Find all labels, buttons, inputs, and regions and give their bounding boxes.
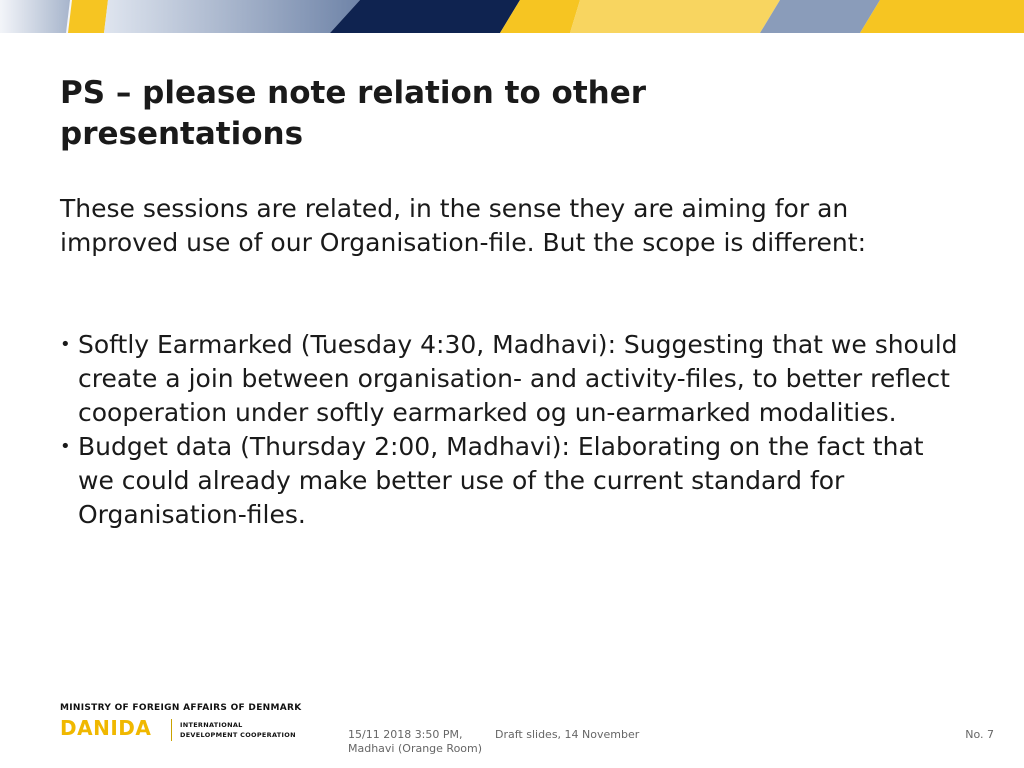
banner-graphic (0, 0, 1024, 33)
danida-logo (60, 703, 310, 743)
bullet-text: Budget data (Thursday 2:00, Madhavi): Elaborating on the fact that we could already make better use of the current standard for Organisation-files. (78, 432, 924, 529)
list-item (60, 328, 960, 430)
idc-line-1: INTERNATIONAL (180, 721, 243, 729)
footer-date-line-1: 15/11 2018 3:50 PM, (348, 728, 463, 741)
page-number: No. 7 (965, 728, 994, 741)
list-item (60, 430, 960, 532)
bullet-text: Softly Earmarked (Tuesday 4:30, Madhavi): Suggesting that we should create a join between organisation- and activity-files, to better reflect cooperation under softly earmarked og un-earmarked modalities. (78, 330, 958, 427)
logo-divider (171, 719, 172, 741)
top-banner (0, 0, 1024, 33)
footer-date (348, 728, 482, 756)
bullet-list (60, 328, 960, 532)
footer-draft: Draft slides, 14 November (495, 728, 640, 741)
bullet-icon: • (60, 334, 71, 355)
slide-title: PS – please note relation to other presentations (60, 75, 647, 152)
idc-label (180, 720, 296, 740)
intro-paragraph: These sessions are related, in the sense they are aiming for an improved use of our Organisation-file. But the scope is different: (60, 194, 867, 257)
ministry-label: MINISTRY OF FOREIGN AFFAIRS OF DENMARK (60, 703, 302, 713)
danida-wordmark: DANIDA (60, 716, 152, 740)
idc-line-2: DEVELOPMENT COOPERATION (180, 731, 296, 739)
bullet-icon: • (60, 436, 71, 457)
footer-date-line-2: Madhavi (Orange Room) (348, 742, 483, 755)
